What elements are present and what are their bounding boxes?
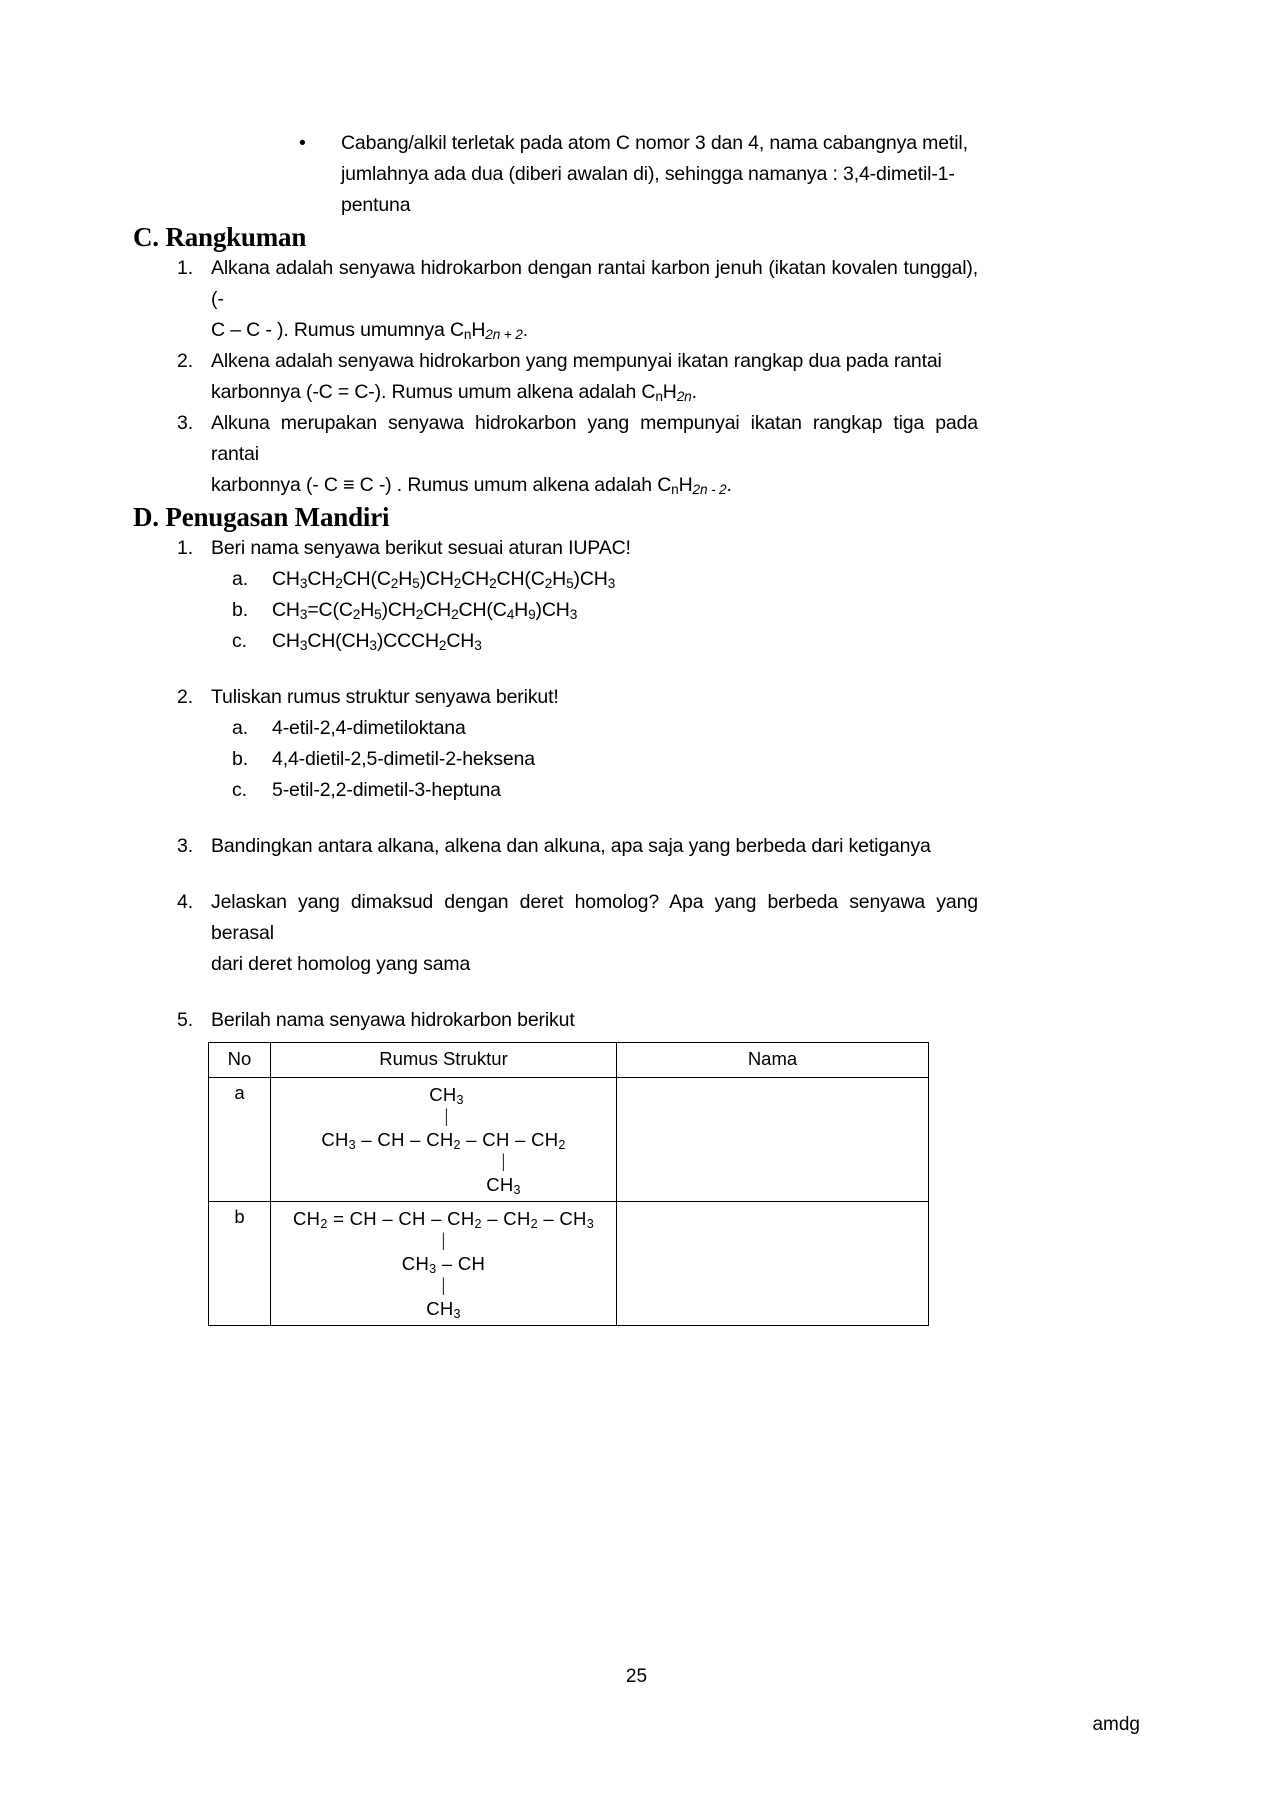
- formula-prefix: karbonnya (- C ≡ C -) . Rumus umum alkena adalah C: [211, 474, 672, 496]
- item3-line2: [211, 470, 978, 501]
- struct-a-bond-2: |: [501, 1152, 506, 1172]
- task3-text: Bandingkan antara alkana, alkena dan alkuna, apa saja yang berbeda dari ketiganya: [211, 835, 931, 857]
- formula-sub-2n2: 2n + 2: [485, 327, 523, 342]
- penugasan-list-4: [133, 887, 978, 980]
- task1-formula-list: [133, 564, 978, 657]
- task2-item-c: [232, 775, 978, 806]
- penugasan-item-5: [166, 1005, 978, 1036]
- item2-line1: Alkena adalah senyawa hidrokarbon yang mempunyai ikatan rangkap dua pada rantai: [211, 350, 942, 372]
- formula-c: $CH_3CH(CH_3)CCCH_2CH_3$: [272, 630, 482, 653]
- table-row: [209, 1202, 929, 1326]
- bullet-line-2: jumlahnya ada dua (diberi awalan di), sehingga namanya : 3,4-dimetil-1-: [341, 163, 955, 185]
- penugasan-list-3: [133, 831, 978, 862]
- list-number: 5.: [177, 1009, 193, 1031]
- structure-diagram-b: [271, 1202, 617, 1326]
- list-text: [211, 887, 978, 980]
- list-text: [211, 1005, 978, 1036]
- page-content: [133, 128, 978, 1036]
- structure-table: [208, 1042, 929, 1326]
- penugasan-list-5: [133, 1005, 978, 1036]
- formula-sub-n: n: [655, 389, 663, 404]
- item3-line1: Alkuna merupakan senyawa hidrokarbon yang mempunyai ikatan rangkap tiga pada rantai: [211, 412, 978, 465]
- list-text: [211, 682, 978, 713]
- struct-b-branch: $CH_3$ – CH: [401, 1253, 486, 1277]
- formula-h: H: [678, 474, 693, 496]
- rangkuman-item-1: [166, 253, 978, 346]
- compound-name-c: 5-etil-2,2-dimetil-3-heptuna: [272, 779, 501, 801]
- item2-line2: [211, 377, 978, 408]
- sub-label: c.: [232, 630, 247, 652]
- column-header-nama: Nama: [617, 1043, 929, 1078]
- formula-prefix: karbonnya (-C = C-). Rumus umum alkena adalah C: [211, 381, 656, 403]
- task2-text: Tuliskan rumus struktur senyawa berikut!: [211, 686, 559, 708]
- task1-item-c: [232, 626, 978, 657]
- structure-diagram-a: [271, 1078, 617, 1202]
- bullet-item-cabang-alkil: [299, 128, 975, 221]
- table-row: [209, 1078, 929, 1202]
- list-text: [211, 346, 978, 408]
- nama-cell-a[interactable]: [617, 1078, 929, 1202]
- penugasan-item-4: [166, 887, 978, 980]
- formula-a: $CH_3CH_2CH(C_2H_5)CH_2CH_2CH(C_2H_5)CH_3$: [272, 568, 616, 591]
- column-header-no: No: [209, 1043, 271, 1078]
- task1-item-a: [232, 564, 978, 595]
- formula-sub-2n-2: 2n - 2: [692, 482, 727, 497]
- bullet-marker: •: [299, 132, 306, 154]
- nama-cell-b[interactable]: [617, 1202, 929, 1326]
- table-header-row: [209, 1043, 929, 1078]
- row-label-b: b: [209, 1202, 271, 1326]
- sub-label: b.: [232, 748, 248, 770]
- bullet-line-1: Cabang/alkil terletak pada atom C nomor 3 dan 4, nama cabangnya metil,: [341, 132, 968, 154]
- list-number: 3.: [177, 835, 193, 857]
- formula-h: H: [662, 381, 677, 403]
- list-number: 3.: [177, 412, 193, 434]
- struct-a-bottom-group: $CH_3$: [486, 1174, 521, 1198]
- formula-suffix: .: [726, 474, 732, 496]
- task5-text: Berilah nama senyawa hidrokarbon berikut: [211, 1009, 575, 1031]
- footer-watermark: amdg: [1092, 1714, 1140, 1735]
- list-text: [211, 831, 978, 862]
- formula-sub-n: n: [671, 482, 679, 497]
- spacer: [133, 657, 978, 682]
- formula-suffix: .: [522, 319, 528, 341]
- rangkuman-item-2: [166, 346, 978, 408]
- struct-b-bond-1: |: [441, 1231, 446, 1251]
- list-text: [211, 408, 978, 501]
- heading-rangkuman: C. Rangkuman: [133, 222, 307, 252]
- list-number: 2.: [177, 350, 193, 372]
- struct-b-bottom-group: $CH_3$: [426, 1298, 461, 1322]
- list-text: [211, 533, 978, 564]
- compound-name-b: 4,4-dietil-2,5-dimetil-2-heksena: [272, 748, 535, 770]
- task2-name-list: [133, 713, 978, 806]
- spacer: [133, 806, 978, 831]
- task2-item-a: [232, 713, 978, 744]
- list-number: 1.: [177, 537, 193, 559]
- formula-prefix: C – C - ). Rumus umumnya C: [211, 319, 464, 341]
- formula-b: $CH_3=C(C_2H_5)CH_2CH_2CH(C_4H_9)CH_3$: [272, 599, 578, 622]
- heading-penugasan-mandiri: D. Penugasan Mandiri: [133, 502, 390, 532]
- sub-label: c.: [232, 779, 247, 801]
- penugasan-list-2: [133, 682, 978, 713]
- formula-h: H: [471, 319, 486, 341]
- list-text: [211, 253, 978, 346]
- penugasan-item-1: [166, 533, 978, 564]
- row-label-a: a: [209, 1078, 271, 1202]
- sub-label: b.: [232, 599, 248, 621]
- struct-a-bond-1: |: [444, 1107, 449, 1127]
- item1-line2: [211, 315, 978, 346]
- formula-sub-n: n: [463, 327, 472, 342]
- list-number: 2.: [177, 686, 193, 708]
- column-header-rumus-struktur: Rumus Struktur: [271, 1043, 617, 1078]
- penugasan-list: [133, 533, 978, 564]
- struct-b-main-chain: $CH_2$ = CH – CH – $CH_2 - CH_2 - CH_3$: [293, 1208, 594, 1232]
- list-number: 4.: [177, 891, 193, 913]
- bullet-line-3: pentuna: [341, 194, 411, 216]
- penugasan-item-2: [166, 682, 978, 713]
- formula-sub-2n: 2n: [676, 389, 692, 404]
- rangkuman-list: [133, 253, 978, 501]
- task4-line2: dari deret homolog yang sama: [211, 953, 471, 975]
- compound-name-a: 4-etil-2,4-dimetiloktana: [272, 717, 466, 739]
- item1-line1: Alkana adalah senyawa hidrokarbon dengan rantai karbon jenuh (ikatan kovalen tunggal), (-: [211, 257, 978, 310]
- struct-b-bond-2: |: [441, 1276, 446, 1296]
- spacer: [133, 862, 978, 887]
- task4-line1: Jelaskan yang dimaksud dengan deret homolog? Apa yang berbeda senyawa yang berasal: [211, 891, 978, 944]
- page-number: 25: [625, 1666, 648, 1687]
- sub-label: a.: [232, 717, 248, 739]
- sub-label: a.: [232, 568, 248, 590]
- list-number: 1.: [177, 257, 193, 279]
- formula-suffix: .: [691, 381, 697, 403]
- task1-item-b: [232, 595, 978, 626]
- task1-text: Beri nama senyawa berikut sesuai aturan IUPAC!: [211, 537, 631, 559]
- penugasan-item-3: [166, 831, 978, 862]
- spacer: [133, 980, 978, 1005]
- struct-a-top-group: $CH_3$: [429, 1084, 464, 1108]
- bullet-text: [341, 128, 975, 221]
- task2-item-b: [232, 744, 978, 775]
- rangkuman-item-3: [166, 408, 978, 501]
- struct-a-main-chain: $CH_3$ – CH – $CH_2$ – CH – $CH_2$: [321, 1129, 566, 1153]
